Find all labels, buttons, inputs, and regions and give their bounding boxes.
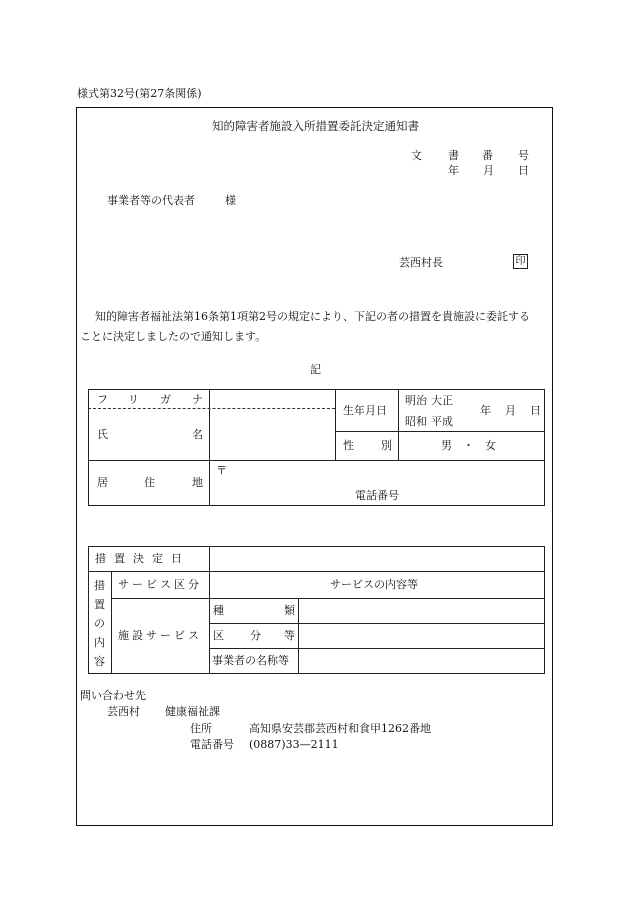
seal-stamp: 印: [513, 254, 528, 269]
era-showa: 昭和: [405, 415, 427, 428]
name-label: 氏: [97, 428, 108, 441]
facility-service-label: 施設サービス: [118, 629, 202, 642]
sex-label: 性: [343, 439, 354, 452]
dob-month: 月: [505, 404, 516, 417]
service-contents-label: サービスの内容等: [330, 578, 418, 591]
content-label: 措: [94, 579, 105, 592]
provider-name-label: 事業者の名称等: [212, 654, 289, 667]
form-number: 様式第32号(第27条関係): [77, 87, 202, 100]
division-label: 区: [213, 629, 224, 642]
addressee-suffix: 様: [225, 194, 236, 207]
era-heisei: 平成: [431, 415, 453, 428]
document-title: 知的障害者施設入所措置委託決定通知書: [212, 119, 419, 133]
contact-village: 芸西村: [107, 705, 140, 718]
dob-day: 日: [530, 404, 541, 417]
issuer: 芸西村長: [399, 256, 443, 269]
sex-options: 男 ・ 女: [441, 439, 496, 452]
postal-mark: 〒: [216, 464, 227, 477]
dob-label: 生年月日: [343, 404, 387, 417]
decision-date-label: 措置決定日: [95, 552, 190, 565]
ki-heading: 記: [310, 363, 321, 376]
phone-label: 電話番号: [355, 489, 399, 502]
contact-address: 高知県安芸郡芸西村和食甲1262番地: [249, 722, 431, 735]
contact-phone: (0887)33—2111: [249, 738, 339, 751]
era-meiji: 明治: [405, 394, 427, 407]
contact-address-label: 住所: [190, 722, 212, 735]
service-category-label: サービス区分: [118, 578, 202, 591]
furigana-label: フ: [97, 393, 108, 406]
contact-phone-label: 電話番号: [190, 738, 234, 751]
body-line-1: 知的障害者福祉法第16条第1項第2号の規定により、下記の者の措置を貴施設に委託する: [95, 310, 530, 323]
dob-year: 年: [480, 404, 491, 417]
address-label: 居: [97, 476, 108, 489]
addressee: 事業者等の代表者: [107, 194, 195, 207]
body-line-2: ことに決定しましたので通知します。: [80, 330, 267, 343]
type-label: 種: [213, 604, 224, 617]
era-taisho: 大正: [431, 394, 453, 407]
contact-heading: 問い合わせ先: [80, 689, 146, 702]
contact-department: 健康福祉課: [165, 705, 220, 718]
